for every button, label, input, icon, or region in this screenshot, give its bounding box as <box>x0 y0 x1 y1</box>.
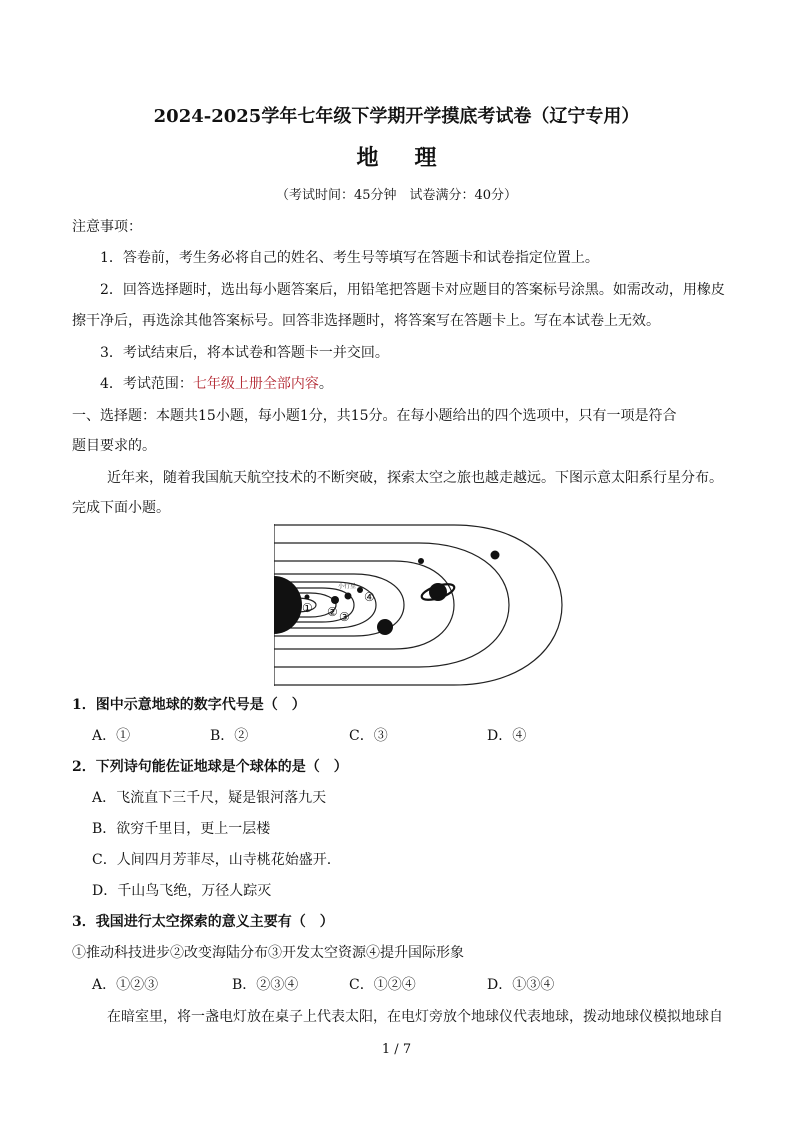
intro-1-line2: 完成下面小题。 <box>72 500 170 516</box>
label-2: ② <box>327 605 338 619</box>
planet-4-dot <box>357 587 363 593</box>
orbit-8 <box>274 525 562 685</box>
notice-item-3: 3．考试结束后，将本试卷和答题卡一并交回。 <box>100 345 389 361</box>
subject-title: 地理 <box>356 145 473 171</box>
label-1: ① <box>302 601 313 615</box>
q2-option-d[interactable]: D．千山鸟飞绝，万径人踪灭 <box>92 883 272 899</box>
q1-option-c[interactable]: C．③ <box>349 728 388 744</box>
q3-option-a[interactable]: A．①②③ <box>92 977 159 993</box>
q2-option-c[interactable]: C．人间四月芳菲尽，山寺桃花始盛开. <box>92 852 332 868</box>
q2-option-b[interactable]: B．欲穷千里目，更上一层楼 <box>92 821 271 837</box>
planet-2-dot <box>331 596 339 604</box>
q3-option-b[interactable]: B．②③④ <box>232 977 299 993</box>
question-2-stem: 2．下列诗句能佐证地球是个球体的是（ ） <box>72 759 348 775</box>
intro-2-line1: 在暗室里，将一盏电灯放在桌子上代表太阳，在电灯旁放个地球仪代表地球，拨动地球仪模拟地球自 <box>107 1009 723 1025</box>
planet-3-dot <box>345 593 352 600</box>
q1-option-b[interactable]: B．② <box>210 728 249 744</box>
planet-neptune <box>491 551 500 560</box>
section-1-heading-line1: 一、选择题：本题共15小题，每小题1分，共15分。在每小题给出的四个选项中，只有一项是符合 <box>72 408 677 424</box>
planet-uranus <box>418 558 424 564</box>
notice-heading: 注意事项： <box>72 219 142 235</box>
exam-time-info: （考试时间：45分钟 试卷满分：40分） <box>275 188 518 203</box>
sun <box>274 576 302 634</box>
notice-item-4-suffix: 。 <box>318 376 333 392</box>
exam-scope: 七年级上册全部内容 <box>192 376 319 392</box>
notice-item-4-prefix: 4．考试范围： <box>100 376 193 392</box>
solar-system-figure <box>274 524 564 686</box>
asteroid-label: 小行星 <box>338 583 357 590</box>
planet-mercury <box>305 595 310 600</box>
question-3-stem: 3．我国进行太空探索的意义主要有（ ） <box>72 914 334 930</box>
notice-item-4 <box>100 374 333 394</box>
exam-title: 2024-2025学年七年级下学期开学摸底考试卷（辽宁专用） <box>153 106 640 127</box>
label-3: ③ <box>339 610 350 624</box>
page-number: 1 / 7 <box>381 1042 412 1057</box>
question-1-stem: 1．图中示意地球的数字代号是（ ） <box>72 697 306 713</box>
q3-option-d[interactable]: D．①③④ <box>487 977 555 993</box>
q1-option-d[interactable]: D．④ <box>487 728 527 744</box>
question-3-items: ①推动科技进步②改变海陆分布③开发太空资源④提升国际形象 <box>72 945 464 961</box>
q1-option-a[interactable]: A．① <box>92 728 131 744</box>
label-4: ④ <box>364 590 375 604</box>
q3-option-c[interactable]: C．①②④ <box>349 977 416 993</box>
q2-option-a[interactable]: A．飞流直下三千尺，疑是银河落九天 <box>92 790 327 806</box>
section-1-heading-line2: 题目要求的。 <box>72 438 156 454</box>
planet-jupiter <box>377 619 393 635</box>
intro-1-line1: 近年来，随着我国航天航空技术的不断突破，探索太空之旅也越走越远。下图示意太阳系行星分布。 <box>107 470 723 486</box>
notice-item-2-line2: 擦干净后，再选涂其他答案标号。回答非选择题时，将答案写在答题卡上。写在本试卷上无效。 <box>72 313 660 329</box>
planet-saturn <box>420 581 456 603</box>
notice-item-2-line1: 2．回答选择题时，选出每小题答案后，用铅笔把答题卡对应题目的答案标号涂黑。如需改动，用橡皮 <box>100 282 725 298</box>
notice-item-1: 1．答卷前，考生务必将自己的姓名、考生号等填写在答题卡和试卷指定位置上。 <box>100 250 599 266</box>
